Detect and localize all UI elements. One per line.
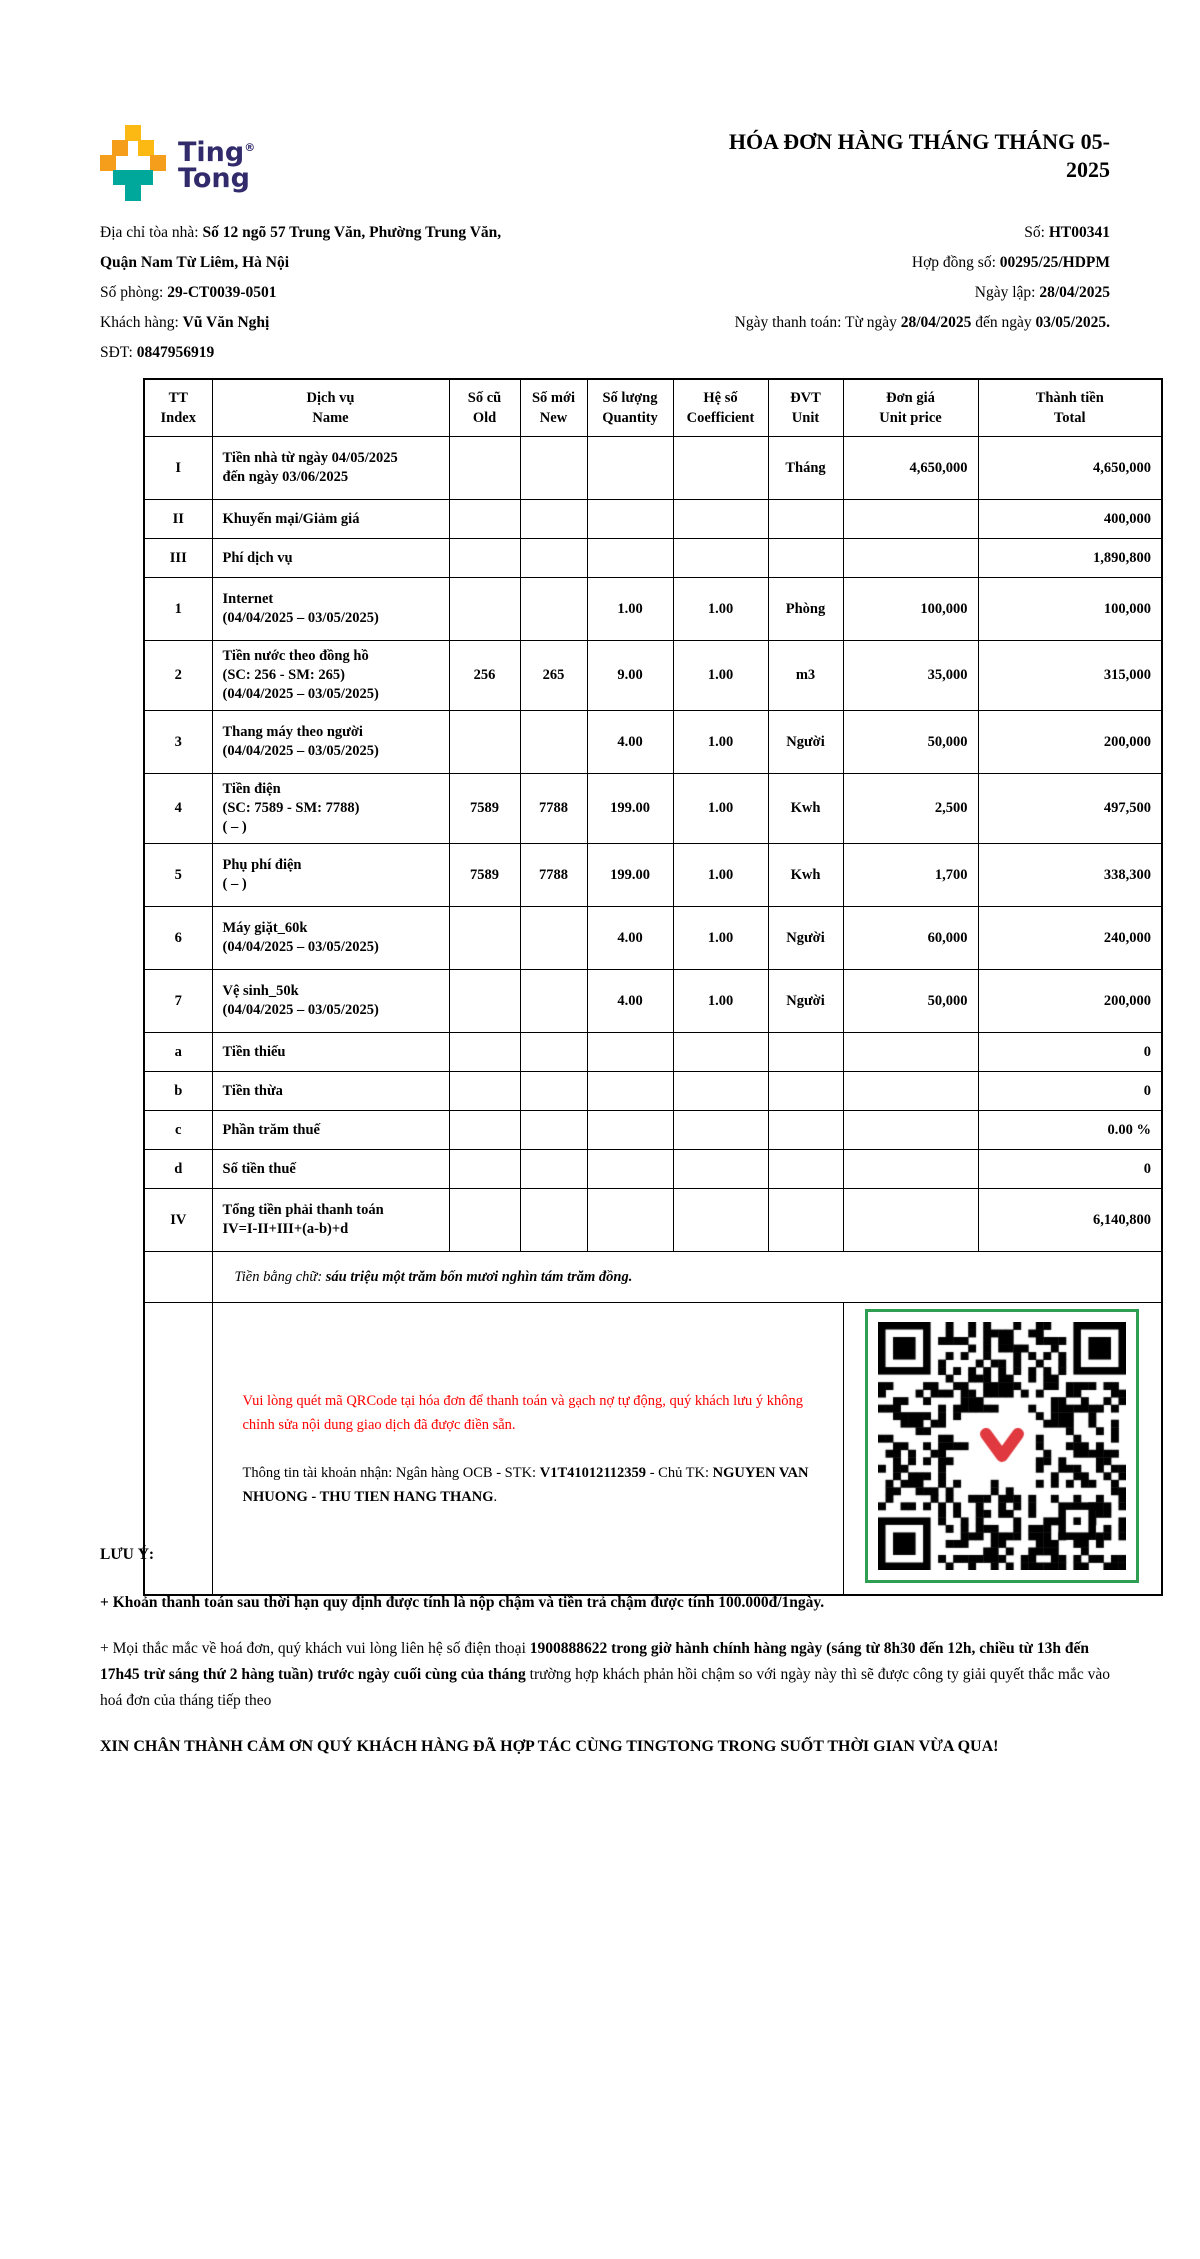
table-row: [144, 578, 1162, 641]
cell-coef: 1.00: [673, 578, 768, 641]
cell-unit: [768, 1189, 843, 1252]
cell-name: Thang máy theo người (04/04/2025 – 03/05/2025): [212, 711, 449, 774]
table-row: [144, 500, 1162, 539]
cell-qty: [587, 1033, 673, 1072]
column-header: Dịch vụ Name: [212, 379, 449, 437]
cell-new: [520, 711, 587, 774]
cell-qty: [587, 539, 673, 578]
cell-total: 315,000: [978, 641, 1162, 711]
cell-tt: a: [144, 1033, 212, 1072]
table-row: [144, 907, 1162, 970]
cell-new: [520, 907, 587, 970]
cell-name: Tổng tiền phải thanh toán IV=I-II+III+(a-b)+d: [212, 1189, 449, 1252]
brand-line1: Ting: [178, 136, 245, 168]
table-row: [144, 774, 1162, 844]
cell-qty: [587, 1111, 673, 1150]
cell-name: Tiền thiếu: [212, 1033, 449, 1072]
cell-new: 7788: [520, 774, 587, 844]
payment-qr-code: [878, 1322, 1126, 1570]
amount-in-words-cell: [212, 1252, 1162, 1303]
cell-empty: [144, 1252, 212, 1303]
invoice-table: [143, 378, 1163, 1596]
cell-coef: 1.00: [673, 844, 768, 907]
cell-name: Số tiền thuế: [212, 1150, 449, 1189]
cell-name: Vệ sinh_50k (04/04/2025 – 03/05/2025): [212, 970, 449, 1033]
payment-date-line: Ngày thanh toán: Từ ngày 28/04/2025 đến ngày 03/05/2025.: [734, 314, 1110, 331]
cell-qty: 9.00: [587, 641, 673, 711]
cell-new: [520, 1150, 587, 1189]
building-info: [100, 218, 530, 368]
cell-total: 338,300: [978, 844, 1162, 907]
cell-tt: 4: [144, 774, 212, 844]
cell-unit: Kwh: [768, 774, 843, 844]
note-late-payment: + Khoản thanh toán sau thời hạn quy định được tính là nộp chậm và tiền trả chậm được tính 100.000đ/1ngày.: [100, 1594, 825, 1611]
cell-old: [449, 711, 520, 774]
account-number: V1T41012112359: [539, 1464, 647, 1481]
cell-old: [449, 1033, 520, 1072]
cell-old: [449, 1111, 520, 1150]
cell-price: 35,000: [843, 641, 978, 711]
cell-name: Phụ phí điện ( – ): [212, 844, 449, 907]
cell-qty: 4.00: [587, 970, 673, 1033]
customer-line: Khách hàng: Vũ Văn Nghị: [100, 314, 270, 331]
cell-price: [843, 539, 978, 578]
cell-old: 7589: [449, 844, 520, 907]
cell-total: 200,000: [978, 711, 1162, 774]
cell-unit: [768, 539, 843, 578]
contract-line: Hợp đồng số: 00295/25/HDPM: [911, 254, 1110, 271]
cell-qty: [587, 1072, 673, 1111]
table-row: [144, 437, 1162, 500]
address-line2: Quận Nam Từ Liêm, Hà Nội: [100, 254, 290, 271]
cell-name: Tiền nước theo đồng hồ (SC: 256 - SM: 265) (04/04/2025 – 03/05/2025): [212, 641, 449, 711]
cell-tt: b: [144, 1072, 212, 1111]
cell-total: 400,000: [978, 500, 1162, 539]
registered-mark: ®: [244, 140, 256, 154]
table-row: [144, 1072, 1162, 1111]
cell-new: [520, 1111, 587, 1150]
cell-coef: 1.00: [673, 907, 768, 970]
cell-tt: II: [144, 500, 212, 539]
cell-coef: [673, 1033, 768, 1072]
cell-qty: 4.00: [587, 711, 673, 774]
cell-price: [843, 1189, 978, 1252]
cell-price: [843, 500, 978, 539]
cell-total: 100,000: [978, 578, 1162, 641]
column-header: ĐVT Unit: [768, 379, 843, 437]
cell-unit: Phòng: [768, 578, 843, 641]
cell-qty: [587, 1150, 673, 1189]
invoice-meta: [510, 218, 1110, 338]
cell-tt: d: [144, 1150, 212, 1189]
table-header-row: [144, 379, 1162, 437]
table-row: [144, 1033, 1162, 1072]
cell-coef: [673, 437, 768, 500]
cell-price: 50,000: [843, 970, 978, 1033]
note-title: LƯU Ý:: [100, 1546, 155, 1563]
cell-coef: [673, 1072, 768, 1111]
room-line: Số phòng: 29-CT0039-0501: [100, 284, 277, 301]
cell-tt: c: [144, 1111, 212, 1150]
cell-unit: Người: [768, 970, 843, 1033]
cell-name: Phần trăm thuế: [212, 1111, 449, 1150]
cell-new: [520, 500, 587, 539]
title-line1: HÓA ĐƠN HÀNG THÁNG THÁNG 05-: [728, 129, 1110, 154]
page-title: [590, 128, 1110, 184]
cell-qty: [587, 1189, 673, 1252]
address-line: Địa chỉ tòa nhà: Số 12 ngõ 57 Trung Văn, Phường Trung Văn,: [100, 224, 502, 241]
cell-qty: [587, 437, 673, 500]
cell-tt: IV: [144, 1189, 212, 1252]
column-header: Đơn giá Unit price: [843, 379, 978, 437]
brand-line2: Tong: [178, 162, 250, 194]
cell-old: [449, 1072, 520, 1111]
cell-old: [449, 437, 520, 500]
cell-coef: [673, 1150, 768, 1189]
table-row: [144, 1111, 1162, 1150]
cell-qty: 199.00: [587, 774, 673, 844]
cell-tt: 2: [144, 641, 212, 711]
cell-unit: [768, 1111, 843, 1150]
hotline-number: 1900888622 trong giờ hành chính hàng ngày (sáng từ 8h30 đến 12h, chiều từ 13h đến 17h45 trừ sáng thứ 2 hàng tuần): [100, 1640, 1089, 1683]
cell-new: [520, 1189, 587, 1252]
cell-name: Tiền điện (SC: 7589 - SM: 7788) ( – ): [212, 774, 449, 844]
cell-old: 7589: [449, 774, 520, 844]
cell-new: [520, 539, 587, 578]
cell-coef: 1.00: [673, 970, 768, 1033]
cell-unit: [768, 1033, 843, 1072]
cell-total: 0: [978, 1150, 1162, 1189]
cell-unit: Kwh: [768, 844, 843, 907]
cell-coef: [673, 539, 768, 578]
cell-name: Khuyến mại/Giảm giá: [212, 500, 449, 539]
cell-total: 6,140,800: [978, 1189, 1162, 1252]
cell-name: Internet (04/04/2025 – 03/05/2025): [212, 578, 449, 641]
thank-you-message: XIN CHÂN THÀNH CẢM ƠN QUÝ KHÁCH HÀNG ĐÃ HỢP TÁC CÙNG TINGTONG TRONG SUỐT THỜI GIAN VỪA QUA!: [100, 1738, 999, 1755]
cell-name: Tiền nhà từ ngày 04/05/2025 đến ngày 03/06/2025: [212, 437, 449, 500]
cell-coef: 1.00: [673, 711, 768, 774]
title-line2: 2025: [1066, 157, 1110, 182]
brand-name: [178, 135, 255, 192]
cell-new: [520, 578, 587, 641]
issue-date-line: Ngày lập: 28/04/2025: [974, 284, 1110, 301]
cell-price: 50,000: [843, 711, 978, 774]
cell-old: 256: [449, 641, 520, 711]
amount-in-words-label: Tiền bằng chữ:: [234, 1268, 326, 1285]
cell-total: 497,500: [978, 774, 1162, 844]
cell-coef: [673, 500, 768, 539]
cell-old: [449, 1150, 520, 1189]
cell-new: 7788: [520, 844, 587, 907]
column-header: Số cũ Old: [449, 379, 520, 437]
cell-qty: 1.00: [587, 578, 673, 641]
amount-in-words-row: [144, 1252, 1162, 1303]
column-header: Số lượng Quantity: [587, 379, 673, 437]
column-header: TT Index: [144, 379, 212, 437]
cell-old: [449, 970, 520, 1033]
cell-name: Máy giặt_60k (04/04/2025 – 03/05/2025): [212, 907, 449, 970]
amount-in-words-value: sáu triệu một trăm bốn mươi nghìn tám trăm đồng.: [325, 1268, 633, 1285]
cell-unit: Người: [768, 711, 843, 774]
table-row: [144, 711, 1162, 774]
table-row: [144, 1189, 1162, 1252]
cell-total: 0.00 %: [978, 1111, 1162, 1150]
cell-unit: [768, 1150, 843, 1189]
qr-notice-text: Vui lòng quét mã QRCode tại hóa đơn để thanh toán và gạch nợ tự động, quý khách lưu ý không chỉnh sửa nội dung giao dịch đã được điền sẵn.: [242, 1392, 804, 1433]
cell-total: 0: [978, 1033, 1162, 1072]
cell-total: 0: [978, 1072, 1162, 1111]
cell-new: [520, 1033, 587, 1072]
cell-tt: 3: [144, 711, 212, 774]
cell-unit: Người: [768, 907, 843, 970]
cell-new: [520, 970, 587, 1033]
cell-name: Phí dịch vụ: [212, 539, 449, 578]
cell-old: [449, 500, 520, 539]
cell-coef: 1.00: [673, 774, 768, 844]
footer-notes: [100, 1542, 1112, 1780]
cell-qty: 4.00: [587, 907, 673, 970]
table-row: [144, 641, 1162, 711]
cell-total: 1,890,800: [978, 539, 1162, 578]
cell-unit: m3: [768, 641, 843, 711]
account-holder: NGUYEN VAN NHUONG - THU TIEN HANG THANG: [242, 1464, 809, 1505]
cell-unit: [768, 500, 843, 539]
cell-tt: 5: [144, 844, 212, 907]
cell-total: 200,000: [978, 970, 1162, 1033]
column-header: Hệ số Coefficient: [673, 379, 768, 437]
cell-qty: [587, 500, 673, 539]
cell-price: [843, 1072, 978, 1111]
cell-old: [449, 578, 520, 641]
cell-price: 100,000: [843, 578, 978, 641]
cell-coef: [673, 1111, 768, 1150]
cell-tt: 7: [144, 970, 212, 1033]
cell-price: 4,650,000: [843, 437, 978, 500]
cell-tt: 1: [144, 578, 212, 641]
cell-unit: [768, 1072, 843, 1111]
tingtong-pixel-arrow-icon: [100, 125, 166, 201]
cell-tt: III: [144, 539, 212, 578]
phone-line: SĐT: 0847956919: [100, 344, 215, 361]
cell-new: 265: [520, 641, 587, 711]
note-hotline: + Mọi thắc mắc về hoá đơn, quý khách vui lòng liên hệ số điện thoại 1900888622 trong giờ hành chính hàng ngày (sáng từ 8h30 đến 12h, chiều từ 13h đến 17h45 trừ sáng thứ 2 hàng tuần) trước ngày cuối cùng của tháng trường hợp khách phản hồi chậm so với ngày này thì sẽ được công ty giải quyết thắc mắc vào hoá đơn của tháng tiếp theo: [100, 1640, 1110, 1709]
table-row: [144, 844, 1162, 907]
cell-price: [843, 1111, 978, 1150]
cell-coef: [673, 1189, 768, 1252]
cell-price: 60,000: [843, 907, 978, 970]
cell-price: [843, 1150, 978, 1189]
cell-name: Tiền thừa: [212, 1072, 449, 1111]
cell-new: [520, 437, 587, 500]
cell-price: [843, 1033, 978, 1072]
cell-total: 240,000: [978, 907, 1162, 970]
cell-tt: I: [144, 437, 212, 500]
cell-price: 1,700: [843, 844, 978, 907]
brand-logo: [100, 125, 255, 201]
cell-new: [520, 1072, 587, 1111]
cell-old: [449, 1189, 520, 1252]
account-info-text: Thông tin tài khoản nhận: Ngân hàng OCB - STK: V1T41012112359 - Chủ TK: NGUYEN VAN NHUONG - THU TIEN HANG THANG.: [242, 1464, 809, 1505]
table-row: [144, 539, 1162, 578]
table-row: [144, 1150, 1162, 1189]
column-header: Số mới New: [520, 379, 587, 437]
cell-coef: 1.00: [673, 641, 768, 711]
column-header: Thành tiền Total: [978, 379, 1162, 437]
cell-tt: 6: [144, 907, 212, 970]
cell-unit: Tháng: [768, 437, 843, 500]
cell-old: [449, 907, 520, 970]
cell-total: 4,650,000: [978, 437, 1162, 500]
cell-old: [449, 539, 520, 578]
table-row: [144, 970, 1162, 1033]
cell-qty: 199.00: [587, 844, 673, 907]
invoice-number-line: Số: HT00341: [1024, 224, 1110, 241]
cell-price: 2,500: [843, 774, 978, 844]
